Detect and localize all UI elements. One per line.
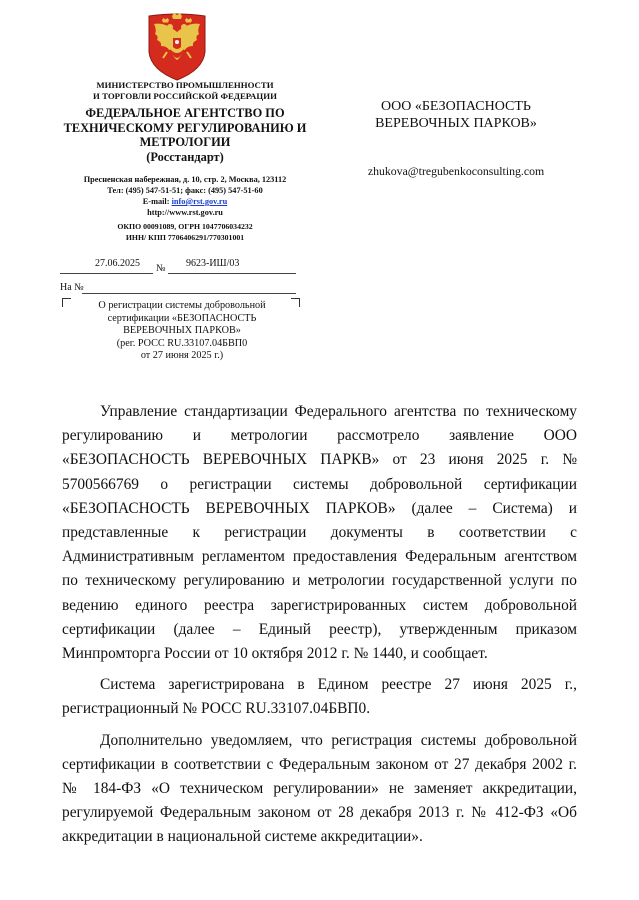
email-row xyxy=(40,196,330,207)
subject-line: (рег. РОСС RU.33107.04БВП0 xyxy=(116,337,248,349)
email-label: E-mail: xyxy=(142,197,172,206)
website-link[interactable]: http://www.rst.gov.ru xyxy=(147,208,223,217)
subject-line: О регистрации системы добровольной xyxy=(98,300,266,311)
number-underline xyxy=(168,273,296,274)
subject-bracket-left xyxy=(62,298,71,307)
date-underline xyxy=(60,273,153,274)
subject-line: ВЕРЕВОЧНЫХ ПАРКОВ» xyxy=(123,325,241,337)
registration-date: 27.06.2025 xyxy=(95,258,140,269)
ministry-name xyxy=(55,80,315,102)
ministry-line: МИНИСТЕРСТВО ПРОМЫШЛЕННОСТИ xyxy=(96,80,274,90)
in-reply-underline xyxy=(82,293,296,294)
ministry-line: И ТОРГОВЛИ РОССИЙСКОЙ ФЕДЕРАЦИИ xyxy=(93,91,277,101)
inn-kpp: ИНН/ КПП 7706406291/770301001 xyxy=(125,233,245,242)
agency-line: ФЕДЕРАЛЬНОЕ АГЕНТСТВО ПО xyxy=(85,106,285,120)
in-reply-label: На № xyxy=(60,282,84,293)
agency-line: ТЕХНИЧЕСКОМУ РЕГУЛИРОВАНИЮ И xyxy=(63,120,307,135)
recipient-email: zhukova@tregubenkoconsulting.com xyxy=(367,164,545,178)
email-link[interactable]: info@rst.gov.ru xyxy=(171,197,228,206)
agency-contacts xyxy=(40,174,330,218)
letter-body xyxy=(62,400,577,857)
body-paragraph: Управление стандартизации Федерального агентства по техническому регулированию и метрологии рассмотрело заявление ООО «БЕЗОПАСНОСТЬ ВЕРЕВОЧНЫХ ПАРКВ» от 23 июня 2025 г. № 5700566769 о регистрации системы добровольной сертификации «БЕЗОПАСНОСТЬ ВЕРЕВОЧНЫХ ПАРКОВ» (далее – Система) и представленные к регистрации документы в соответствии с Административным регламентом предоставления Федеральным агентством по техническому регулированию и метрологии государственной услуги по ведению единого реестра зарегистрированных систем добровольной сертификации (далее – Единый реестр), утвержденным приказом Минпромторга России от 10 октября 2012 г. № 1440, и сообщает. xyxy=(62,403,577,663)
body-paragraph: Дополнительно уведомляем, что регистрация системы добровольной сертификации в соответствии с Федеральным законом от 27 декабря 2002 г. № 184-ФЗ «О техническом регулировании» не заменяет аккредитации, регулируемой Федеральным законом от 28 декабря 2013 г. № 412-ФЗ «Об аккредитации в национальной системе аккредитации». xyxy=(62,731,577,846)
subject-line: сертификации «БЕЗОПАСНОСТЬ xyxy=(107,312,257,324)
agency-short-name: (Росстандарт) xyxy=(146,149,224,164)
body-paragraph: Система зарегистрирована в Едином реестре 27 июня 2025 г., регистрационный № РОСС RU.33107.04БВП0. xyxy=(62,676,577,718)
agency-line: МЕТРОЛОГИИ xyxy=(139,135,231,149)
russian-coat-of-arms-icon xyxy=(145,10,209,82)
address: Пресненская набережная, д. 10, стр. 2, Москва, 123112 xyxy=(83,175,287,184)
recipient-line: ООО «БЕЗОПАСНОСТЬ xyxy=(381,99,531,114)
recipient-line: ВЕРЕВОЧНЫХ ПАРКОВ» xyxy=(375,116,537,131)
subject-line: от 27 июня 2025 г.) xyxy=(140,350,224,362)
agency-codes xyxy=(55,221,315,243)
agency-name xyxy=(45,106,325,164)
registration-number: 9623-ИШ/03 xyxy=(186,258,240,269)
okpo-ogrn: ОКПО 00091089, ОГРН 1047706034232 xyxy=(117,222,253,231)
phone-fax: Тел: (495) 547-51-51; факс: (495) 547-51-60 xyxy=(107,186,263,195)
letter-subject xyxy=(72,300,292,363)
number-label: № xyxy=(156,263,166,274)
subject-bracket-right xyxy=(291,298,300,307)
recipient-name xyxy=(346,98,566,132)
